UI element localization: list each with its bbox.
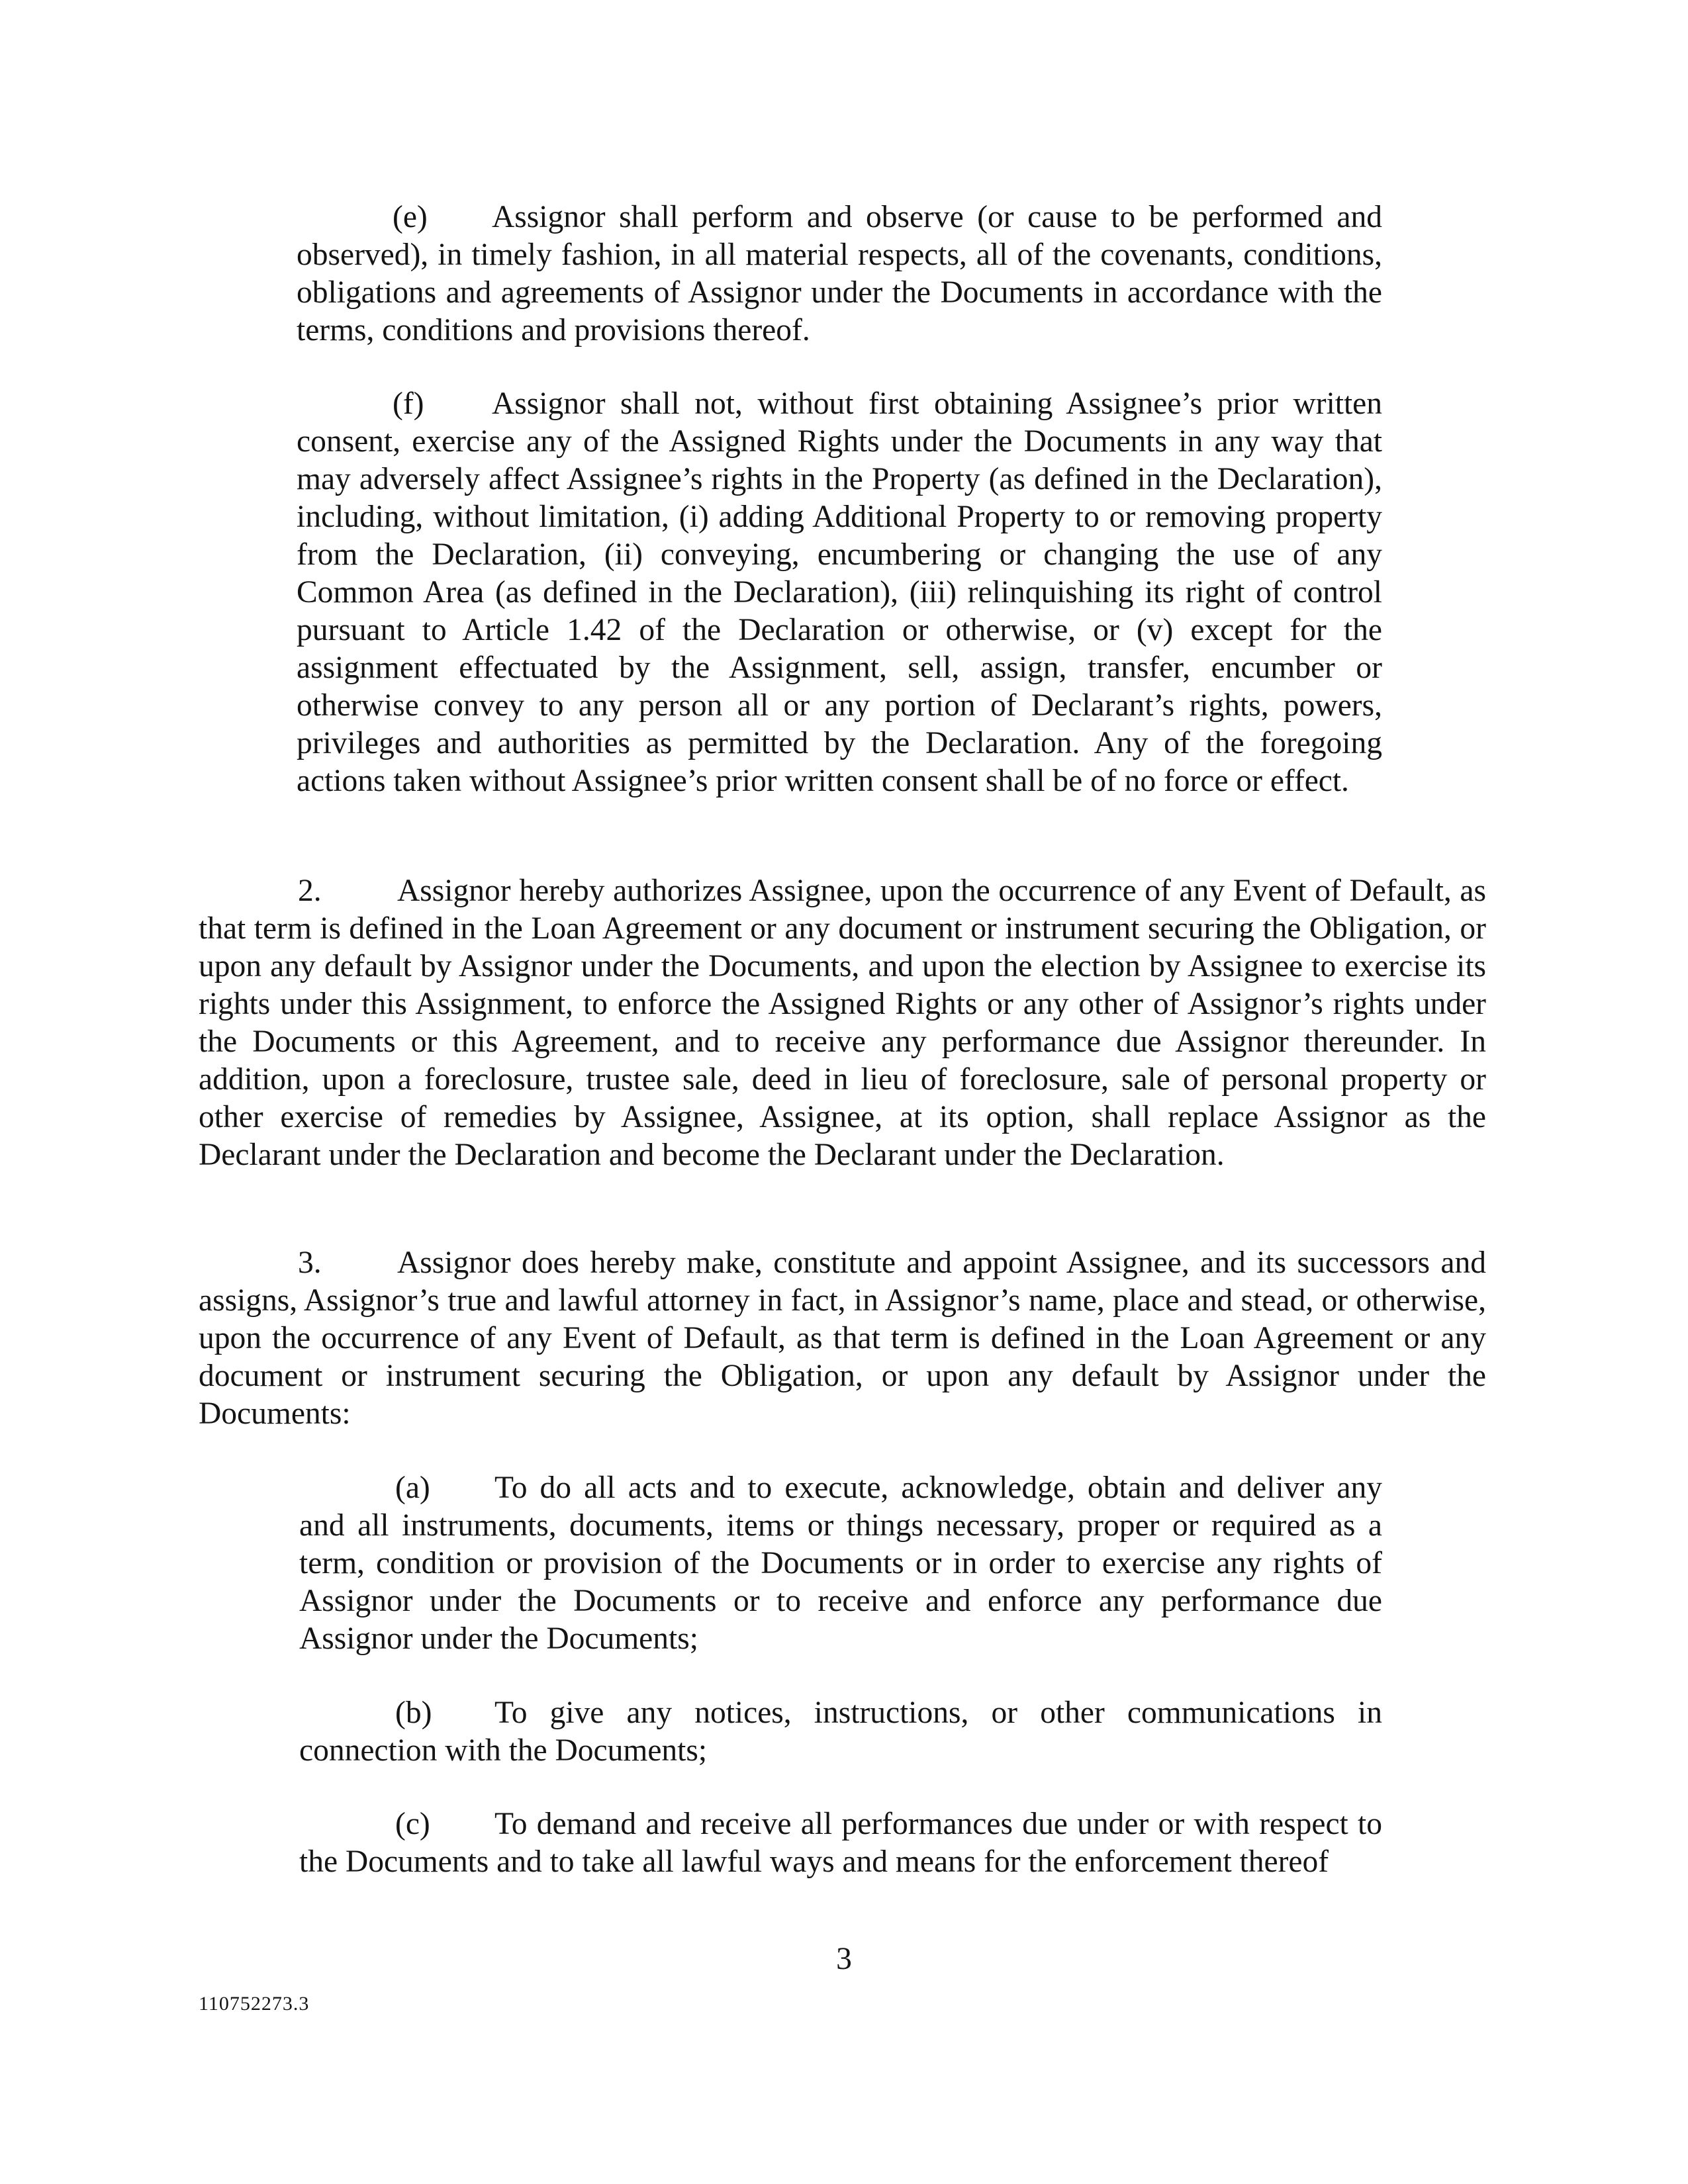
paragraph-b — [299, 1694, 1382, 1770]
section-number: 2. — [298, 874, 322, 908]
paragraph-text: To give any notices, instructions, or other communications in connection with the Documents; — [299, 1696, 1382, 1768]
document-id: 110752273.3 — [199, 1993, 310, 2015]
section-3 — [199, 1244, 1486, 1433]
paragraph-number: (c) — [395, 1807, 430, 1841]
paragraph-text: To do all acts and to execute, acknowledge, obtain and deliver any and all instruments, documents, items or things necessary, proper or required as a term, condition or provision of the Documents or in order to exercise any rights of Assignor under the Documents or to receive and enforce any performance due Assignor under the Documents; — [299, 1471, 1382, 1656]
paragraph-number: (a) — [395, 1471, 430, 1505]
paragraph-number: (e) — [393, 200, 428, 234]
paragraph-number: (b) — [395, 1696, 432, 1730]
section-text: Assignor hereby authorizes Assignee, upon the occurrence of any Event of Default, as that term is defined in the Loan Agreement or any document or instrument securing the Obligation, or upon any default by Assignor under the Documents, and upon the election by Assignee to exercise its rights under this Assignment, to enforce the Assigned Rights or any other of Assignor’s rights under the Documents or this Agreement, and to receive any performance due Assignor thereunder. In addition, upon a foreclosure, trustee sale, deed in lieu of foreclosure, sale of personal property or other exercise of remedies by Assignee, Assignee, at its option, shall replace Assignor as the Declarant under the Declaration and become the Declarant under the Declaration. — [199, 874, 1486, 1172]
paragraph-text: To demand and receive all performances due under or with respect to the Documents and to take all lawful ways and means for the enforcement thereof — [299, 1807, 1382, 1879]
paragraph-text: Assignor shall not, without first obtaining Assignee’s prior written consent, exercise any of the Assigned Rights under the Documents in any way that may adversely affect Assignee’s rights in the Property (as defined in the Declaration), including, without limitation, (i) adding Additional Property to or removing property from the Declaration, (ii) conveying, encumbering or changing the use of any Common Area (as defined in the Declaration), (iii) relinquishing its right of control pursuant to Article 1.42 of the Declaration or otherwise, or (v) except for the assignment effectuated by the Assignment, sell, assign, transfer, encumber or otherwise convey to any person all or any portion of Declarant’s rights, powers, privileges and authorities as permitted by the Declaration. Any of the foregoing actions taken without Assignee’s prior written consent shall be of no force or effect. — [297, 387, 1382, 798]
paragraph-f — [297, 385, 1382, 800]
section-text: Assignor does hereby make, constitute and appoint Assignee, and its successors and assigns, Assignor’s true and lawful attorney in fact, in Assignor’s name, place and stead, or otherwise, upon the occurrence of any Event of Default, as that term is defined in the Loan Agreement or any document or instrument securing the Obligation, or upon any default by Assignor under the Documents: — [199, 1246, 1486, 1431]
paragraph-a — [299, 1469, 1382, 1658]
section-number: 3. — [298, 1246, 322, 1280]
paragraph-c — [299, 1805, 1382, 1881]
section-2 — [199, 872, 1486, 1174]
paragraph-e — [297, 199, 1382, 349]
page-number: 3 — [836, 1942, 852, 1976]
paragraph-text: Assignor shall perform and observe (or cause to be performed and observed), in timely fashion, in all material respects, all of the covenants, conditions, obligations and agreements of Assignor under the Documents in accordance with the terms, conditions and provisions thereof. — [297, 200, 1382, 347]
paragraph-number: (f) — [393, 387, 424, 421]
